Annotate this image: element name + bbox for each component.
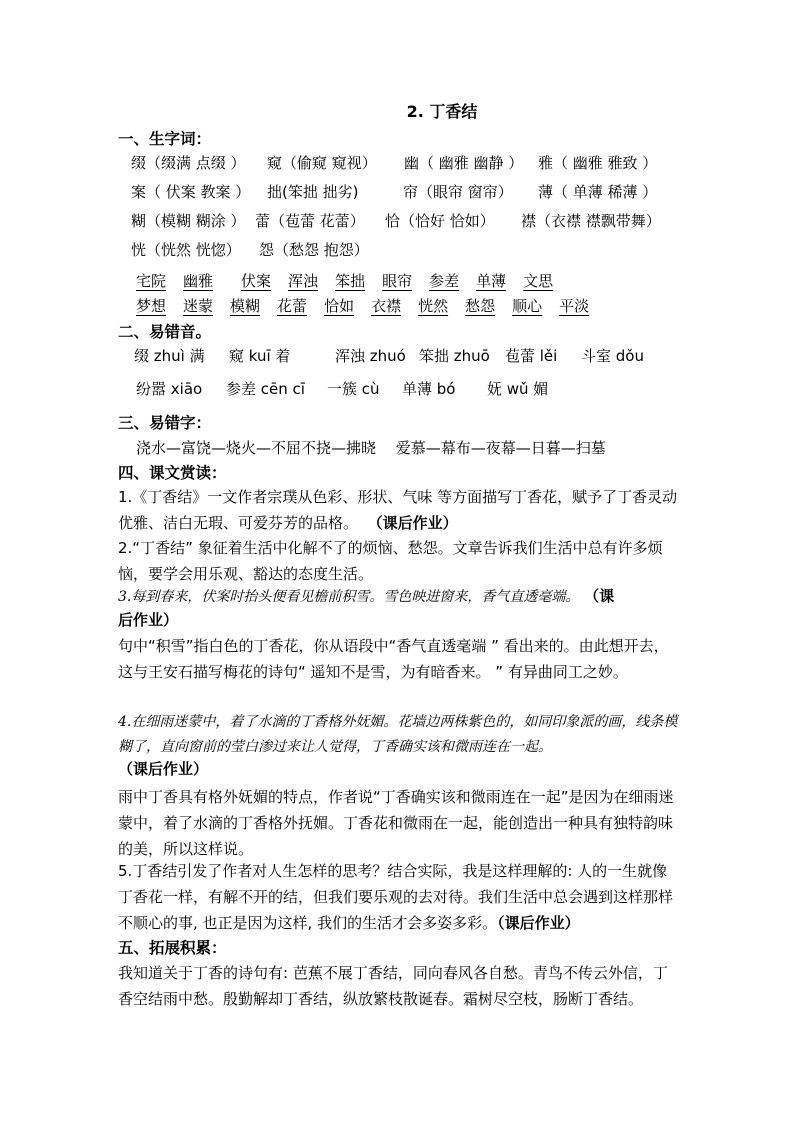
question-1 bbox=[118, 484, 678, 536]
question-4-answer: 雨中丁香具有格外妩媚的特点，作者说“丁香确实该和微雨连在一起”是因为在细雨迷蒙中，着了水滴的丁香格外抚媚。丁香花和微雨在一起，能创造出一种具有独特韵味的美，所以这样说。 bbox=[118, 788, 674, 858]
vocab-row-4 bbox=[131, 239, 369, 260]
vocab-item: 蕾（苞蕾 花蕾） bbox=[255, 212, 365, 230]
section-heading-characters: 三、易错字： bbox=[118, 414, 212, 432]
word: 模糊 bbox=[230, 297, 261, 315]
pinyin-item: 一簇 cù bbox=[327, 380, 380, 398]
word-list-2 bbox=[136, 295, 606, 316]
question-3 bbox=[118, 583, 678, 610]
word: 迷蒙 bbox=[183, 297, 214, 315]
word: 单薄 bbox=[476, 272, 507, 290]
word: 恍然 bbox=[418, 297, 449, 315]
homework-tag: （课后作业） bbox=[497, 914, 580, 932]
pinyin-item: 单薄 bó bbox=[402, 380, 456, 398]
vocab-item: 缀（缀满 点缀 ） bbox=[131, 154, 246, 172]
section-heading-pronunciation: 二、易错音。 bbox=[118, 323, 212, 341]
question-5-text: 5.丁香结引发了作者对人生怎样的思考？结合实际，我是这样理解的: 人的一生就像丁香花一样，有解不开的结，但我们要乐观的去对待。我们生活中总会遇到这样那样不顺心的事, 也正是因为这样, 我们的生活才会多姿多彩。 bbox=[118, 862, 674, 932]
question-3-answer: 句中“积雪”指白色的丁香花，你从语段中“香气直透毫端 ” 看出来的。由此想开去，这与王安石描写梅花的诗句“ 遥知不是雪，为有暗香来。 ” 有异曲同工之妙。 bbox=[118, 637, 669, 681]
vocab-item: 恰（恰好 恰如） bbox=[385, 212, 495, 230]
word: 伏案 bbox=[241, 272, 272, 290]
pinyin-item: 斗室 dǒu bbox=[581, 347, 644, 365]
word: 恰如 bbox=[324, 297, 355, 315]
section-heading-reading: 四、课文赏读： bbox=[118, 464, 227, 482]
word: 花蕾 bbox=[277, 297, 308, 315]
vocab-item: 案（ 伏案 教案 ） bbox=[131, 183, 251, 201]
pinyin-item: 浑浊 zhuó bbox=[335, 347, 406, 365]
vocab-item: 窥（偷窥 窥视） bbox=[267, 154, 377, 172]
pinyin-row-2 bbox=[136, 378, 548, 399]
word: 文思 bbox=[523, 272, 554, 290]
section-heading-extension: 五、拓展积累： bbox=[118, 939, 227, 957]
vocab-item: 雅（ 幽雅 雅致 ） bbox=[538, 154, 658, 172]
question-3-quote: 3.每到春来，伏案时抬头便看见檐前积雪。雪色映进窗来，香气直透毫端。 bbox=[118, 589, 580, 605]
pinyin-item: 缀 zhuì 满 bbox=[134, 347, 205, 365]
vocab-item: 糊（模糊 糊涂 ） bbox=[131, 212, 246, 230]
pinyin-item: 纷嚣 xiāo bbox=[136, 380, 203, 398]
homework-tag: （课 bbox=[584, 587, 615, 605]
question-1-text: 1.《丁香结》一文作者宗璞从色彩、形状、气味 等方面描写丁香花，赋予了丁香灵动优雅、洁白无瑕、可爱芬芳的品格。 bbox=[118, 488, 678, 532]
pinyin-item: 窥 kuī 着 bbox=[229, 347, 291, 365]
word: 愁怨 bbox=[465, 297, 496, 315]
word: 梦想 bbox=[136, 297, 167, 315]
word: 顺心 bbox=[512, 297, 543, 315]
question-4 bbox=[118, 709, 678, 759]
homework-tag: （课后作业） bbox=[367, 514, 458, 532]
vocab-item: 薄（ 单薄 稀薄 ） bbox=[538, 183, 658, 201]
pinyin-item: 参差 cēn cī bbox=[226, 380, 305, 398]
word: 笨拙 bbox=[335, 272, 366, 290]
homework-tag: 后作业） bbox=[118, 611, 179, 629]
word: 浑浊 bbox=[288, 272, 319, 290]
word: 幽雅 bbox=[183, 272, 214, 290]
homework-tag: （课后作业） bbox=[118, 760, 209, 778]
word: 衣襟 bbox=[371, 297, 402, 315]
word: 参差 bbox=[429, 272, 460, 290]
word: 宅院 bbox=[136, 272, 167, 290]
vocab-item: 幽（ 幽雅 幽静 ） bbox=[404, 154, 524, 172]
vocab-item: 襟（衣襟 襟飘带舞） bbox=[521, 212, 661, 230]
vocab-item: 怨（愁怨 抱怨） bbox=[259, 241, 369, 259]
pinyin-item: 苞蕾 lěi bbox=[505, 347, 558, 365]
pinyin-row-1 bbox=[134, 345, 644, 366]
vocab-row-1 bbox=[131, 152, 657, 173]
vocab-row-2 bbox=[131, 181, 657, 202]
question-4-quote: 4.在细雨迷蒙中，着了水滴的丁香格外妩媚。花墙边两株紫色的，如同印象派的画，线条模糊了，直向窗前的莹白渗过来让人觉得，丁香确实该和微雨连在一起。 bbox=[118, 714, 678, 755]
question-2: 2.“丁香结” 象征着生活中化解不了的烦恼、愁怨。文章告诉我们生活中总有许多烦恼，要学会用乐观、豁达的态度生活。 bbox=[118, 539, 663, 583]
extension-text: 我知道关于丁香的诗句有: 芭蕉不展丁香结，同向春风各自愁。青鸟不传云外信，丁香空结雨中愁。殷勤解却丁香结，纵放繁枝散诞春。霜树尽空枝，肠断丁香结。 bbox=[118, 964, 668, 1008]
vocab-item: 恍（恍然 恍惚） bbox=[131, 241, 241, 259]
word-list-1 bbox=[136, 270, 570, 291]
vocab-item: 帘（眼帘 窗帘） bbox=[403, 183, 513, 201]
question-5 bbox=[118, 858, 678, 936]
word: 平淡 bbox=[559, 297, 590, 315]
vocab-item: 拙(笨拙 拙劣) bbox=[267, 183, 359, 201]
word: 眼帘 bbox=[382, 272, 413, 290]
pinyin-item: 笨拙 zhuō bbox=[419, 347, 490, 365]
page-title: 2. 丁香结 bbox=[406, 102, 478, 121]
vocab-row-3 bbox=[131, 210, 661, 231]
pinyin-item: 妩 wǔ 媚 bbox=[487, 380, 549, 398]
characters-line: 浇水—富饶—烧火—不屈不挠—拂晓 爱慕—幕布—夜幕—日暮—扫墓 bbox=[136, 439, 606, 457]
section-heading-vocab: 一、生字词： bbox=[118, 130, 212, 148]
